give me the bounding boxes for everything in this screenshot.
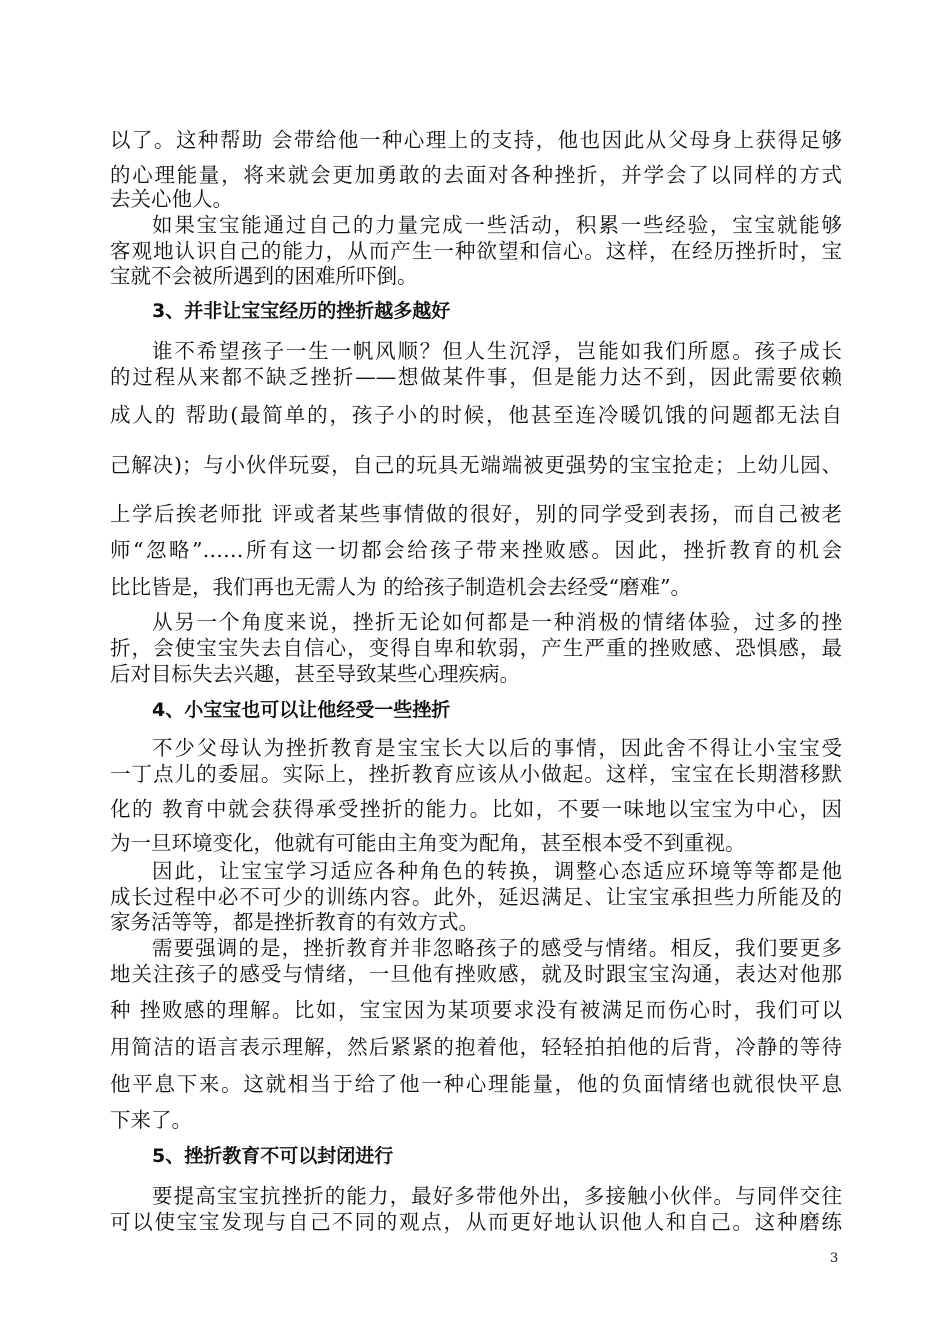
text-line: 如果宝宝能通过自己的力量完成一些活动，积累一些经验，宝宝就能够 xyxy=(152,213,842,237)
text-line: 化的 教育中就会获得承受挫折的能力。比如，不要一味地以宝宝为中心，因 xyxy=(110,797,842,821)
text-line: 从另一个角度来说，挫折无论如何都是一种消极的情绪体验，过多的挫 xyxy=(152,610,842,634)
text-line: 比比皆是，我们再也无需人为 的给孩子制造机会去经受“磨难”。 xyxy=(110,575,691,599)
text-line: 己解决)；与小伙伴玩耍，自己的玩具无端端被更强势的宝宝抢走；上幼儿园、 xyxy=(110,453,842,477)
text-line: 成长过程中必不可少的训练内容。此外，延迟满足、让宝宝承担些力所能及的 xyxy=(110,885,842,909)
text-line: 下来了。 xyxy=(110,1108,192,1132)
text-line: 去关心他人。 xyxy=(110,187,233,211)
text-line: 因此，让宝宝学习适应各种角色的转换，调整心态适应环境等等都是他 xyxy=(152,859,842,883)
text-line: 一丁点儿的委屈。实际上，挫折教育应该从小做起。这样，宝宝在长期潜移默 xyxy=(110,762,842,786)
text-line: 客观地认识自己的能力，从而产生一种欲望和信心。这样，在经历挫折时，宝 xyxy=(110,239,842,263)
text-line: 师“忽略”……所有这一切都会给孩子带来挫败感。因此，挫折教育的机会 xyxy=(110,538,842,562)
section-heading: 3、并非让宝宝经历的挫折越多越好 xyxy=(152,300,451,322)
text-line: 他平息下来。这就相当于给了他一种心理能量，他的负面情绪也就很快平息 xyxy=(110,1072,842,1096)
text-line: 用简洁的语言表示理解，然后紧紧的抱着他，轻轻拍拍他的后背，冷静的等待 xyxy=(110,1035,842,1059)
text-line: 地关注孩子的感受与情绪，一旦他有挫败感，就及时跟宝宝沟通，表达对他那 xyxy=(110,962,842,986)
text-line: 谁不希望孩子一生一帆风顺？但人生沉浮，岂能如我们所愿。孩子成长 xyxy=(152,339,842,363)
page-number: 3 xyxy=(830,1251,839,1266)
text-line: 家务活等等，都是挫折教育的有效方式。 xyxy=(110,910,479,934)
text-line: 种 挫败感的理解。比如，宝宝因为某项要求没有被满足而伤心时，我们可以 xyxy=(110,998,842,1022)
text-line: 为一旦环境变化，他就有可能由主角变为配角，甚至根本受不到重视。 xyxy=(110,831,746,855)
text-line: 上学后挨老师批 评或者某些事情做的很好，别的同学受到表扬，而自己被老 xyxy=(110,502,842,526)
text-line: 的心理能量，将来就会更加勇敢的去面对各种挫折，并学会了以同样的方式 xyxy=(110,163,842,187)
text-line: 宝就不会被所遇到的困难所吓倒。 xyxy=(110,264,418,288)
text-line: 折，会使宝宝失去自信心，变得自卑和软弱，产生严重的挫败感、恐惧感，最 xyxy=(110,636,842,660)
text-line: 后对目标失去兴趣，甚至导致某些心理疾病。 xyxy=(110,662,520,686)
section-heading: 5、挫折教育不可以封闭进行 xyxy=(152,1145,394,1167)
text-line: 的过程从来都不缺乏挫折——想做某件事，但是能力达不到，因此需要依赖 xyxy=(110,365,842,389)
text-line: 要提高宝宝抗挫折的能力，最好多带他外出，多接触小伙伴。与同伴交往 xyxy=(152,1184,842,1208)
text-line: 成人的 帮助(最简单的，孩子小的时候，他甚至连冷暖饥饿的问题都无法自 xyxy=(110,403,842,427)
text-line: 可以使宝宝发现与自己不同的观点，从而更好地认识他人和自己。这种磨练 xyxy=(110,1210,842,1234)
text-line: 以了。这种帮助 会带给他一种心理上的支持，他也因此从父母身上获得足够 xyxy=(110,128,842,152)
text-line: 不少父母认为挫折教育是宝宝长大以后的事情，因此舍不得让小宝宝受 xyxy=(152,736,842,760)
text-line: 需要强调的是，挫折教育并非忽略孩子的感受与情绪。相反，我们要更多 xyxy=(152,936,842,960)
section-heading: 4、小宝宝也可以让他经受一些挫折 xyxy=(152,699,451,721)
